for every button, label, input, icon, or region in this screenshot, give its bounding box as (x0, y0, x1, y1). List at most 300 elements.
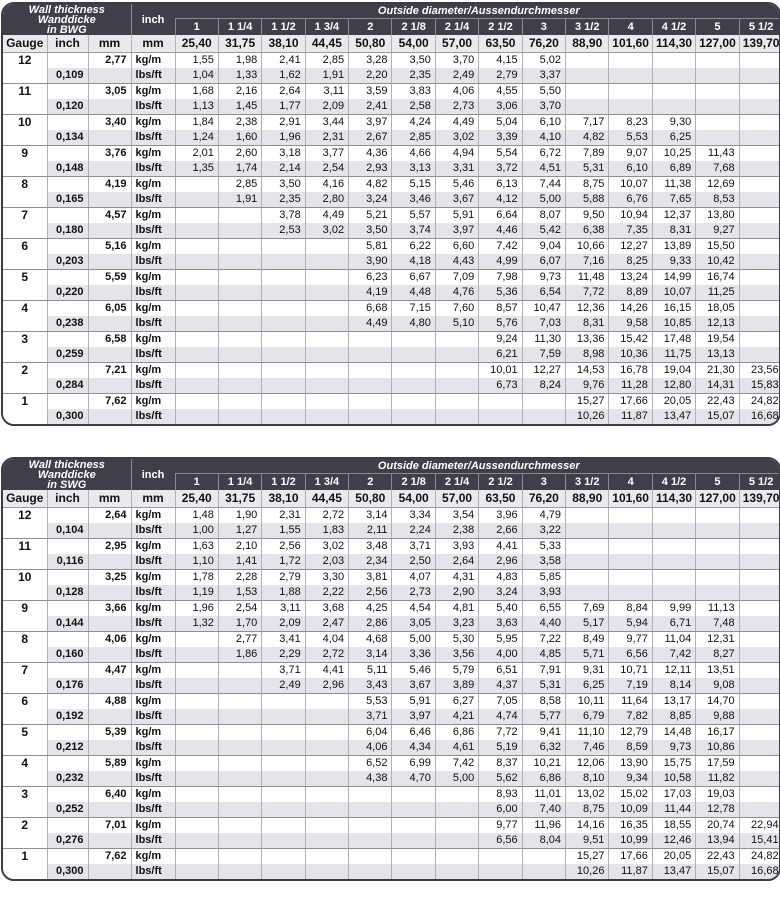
label-cell: 25,40 (175, 35, 218, 53)
size-inch-header: 3 1/2 (566, 474, 609, 491)
lbs-value-cell: 2,09 (262, 616, 305, 632)
gauge-cell: 5 (3, 725, 47, 741)
lbs-value-cell: 2,79 (479, 68, 522, 84)
kg-value-cell: 15,02 (609, 787, 652, 803)
kg-value-cell: 3,96 (479, 508, 522, 524)
lbs-value-cell: 2,56 (349, 585, 392, 601)
kg-value-cell: 4,15 (479, 53, 522, 69)
kg-value-cell: 2,79 (262, 570, 305, 586)
empty-cell (88, 347, 131, 363)
kg-value-cell: 8,07 (522, 208, 565, 224)
unit-kg-cell: kg/m (131, 115, 175, 131)
lbs-value-cell: 6,38 (566, 223, 609, 239)
kg-value-cell: 3,30 (305, 570, 348, 586)
kg-value-cell: 3,41 (262, 632, 305, 648)
kg-value-cell (609, 84, 652, 100)
wall-thickness-title: Wall thickness (28, 4, 105, 16)
wall-thickness-title: Wall thickness (28, 459, 105, 471)
lbs-value-cell: 1,13 (175, 99, 218, 115)
kg-value-cell: 19,04 (652, 363, 695, 379)
lbs-value-cell: 6,07 (522, 254, 565, 270)
kg-value-cell (566, 570, 609, 586)
lbs-value-cell: 7,46 (566, 740, 609, 756)
kg-value-cell: 3,93 (435, 539, 478, 555)
kg-value-cell: 5,91 (392, 694, 435, 710)
kg-value-cell: 2,77 (218, 632, 261, 648)
lbs-value-cell: 1,55 (262, 523, 305, 539)
kg-value-cell: 14,99 (652, 270, 695, 286)
lbs-value-cell: 3,58 (522, 554, 565, 570)
table-row (3, 833, 780, 849)
kg-value-cell (479, 394, 522, 410)
lbs-value-cell: 9,76 (566, 378, 609, 394)
lbs-value-cell: 8,31 (566, 316, 609, 332)
label-cell: 127,00 (696, 490, 739, 508)
kg-value-cell (305, 270, 348, 286)
kg-value-cell: 13,02 (566, 787, 609, 803)
kg-value-cell (435, 849, 478, 865)
empty-cell (3, 740, 47, 756)
table-row (3, 239, 780, 255)
label-cell: 139,70 (739, 35, 780, 53)
gauge-cell: 3 (3, 787, 47, 803)
kg-value-cell: 12,79 (609, 725, 652, 741)
lbs-value-cell: 15,07 (696, 409, 739, 424)
lbs-value-cell (305, 802, 348, 818)
kg-value-cell: 5,79 (435, 663, 478, 679)
lbs-value-cell: 6,73 (479, 378, 522, 394)
kg-value-cell (305, 694, 348, 710)
lbs-value-cell (349, 802, 392, 818)
lbs-value-cell (652, 99, 695, 115)
kg-value-cell: 7,42 (479, 239, 522, 255)
kg-value-cell: 10,94 (609, 208, 652, 224)
unit-lbs-cell: lbs/ft (131, 223, 175, 239)
kg-value-cell: 19,03 (696, 787, 739, 803)
lbs-value-cell: 1,88 (262, 585, 305, 601)
kg-value-cell: 4,06 (435, 84, 478, 100)
unit-kg-cell: kg/m (131, 632, 175, 648)
kg-value-cell: 18,05 (696, 301, 739, 317)
kg-value-cell: 9,77 (479, 818, 522, 834)
kg-value-cell: 3,28 (349, 53, 392, 69)
lbs-value-cell (392, 864, 435, 879)
table-row (3, 394, 780, 410)
kg-value-cell: 2,85 (305, 53, 348, 69)
kg-value-cell: 3,34 (392, 508, 435, 524)
kg-value-cell: 9,24 (479, 332, 522, 348)
kg-value-cell (652, 570, 695, 586)
lbs-value-cell: 3,67 (392, 678, 435, 694)
kg-value-cell (739, 570, 780, 586)
kg-value-cell (609, 53, 652, 69)
label-cell: 88,90 (566, 35, 609, 53)
empty-cell (88, 554, 131, 570)
label-cell: 44,45 (305, 35, 348, 53)
kg-value-cell (175, 756, 218, 772)
lbs-value-cell: 11,28 (609, 378, 652, 394)
gauge-cell: 9 (3, 146, 47, 162)
kg-value-cell (435, 787, 478, 803)
lbs-value-cell: 2,03 (305, 554, 348, 570)
mm-cell: 4,47 (88, 663, 131, 679)
kg-value-cell: 12,11 (652, 663, 695, 679)
inch-cell: 0,238 (47, 316, 88, 332)
kg-value-cell: 3,68 (305, 601, 348, 617)
size-inch-header: 5 1/2 (739, 19, 780, 36)
kg-value-cell (392, 787, 435, 803)
lbs-value-cell: 4,06 (349, 740, 392, 756)
unit-kg-cell: kg/m (131, 756, 175, 772)
kg-value-cell: 7,72 (479, 725, 522, 741)
kg-value-cell (696, 84, 739, 100)
kg-value-cell: 22,94 (739, 818, 780, 834)
table-row (3, 616, 780, 632)
lbs-value-cell: 3,22 (522, 523, 565, 539)
gauge-cell: 10 (3, 115, 47, 131)
lbs-value-cell: 8,53 (696, 192, 739, 208)
label-cell: mm (88, 35, 131, 53)
unit-kg-cell: kg/m (131, 818, 175, 834)
empty-cell (88, 802, 131, 818)
mm-cell: 7,62 (88, 394, 131, 410)
unit-lbs-cell: lbs/ft (131, 833, 175, 849)
lbs-value-cell: 2,34 (349, 554, 392, 570)
lbs-value-cell (262, 316, 305, 332)
unit-lbs-cell: lbs/ft (131, 316, 175, 332)
lbs-value-cell: 2,14 (262, 161, 305, 177)
lbs-value-cell (696, 585, 739, 601)
lbs-value-cell (218, 771, 261, 787)
empty-cell (47, 663, 88, 679)
lbs-value-cell: 7,48 (696, 616, 739, 632)
lbs-value-cell (175, 316, 218, 332)
lbs-value-cell: 3,74 (392, 223, 435, 239)
kg-value-cell: 5,53 (349, 694, 392, 710)
mm-cell: 3,76 (88, 146, 131, 162)
kg-value-cell (696, 115, 739, 131)
size-inch-header: 2 1/4 (435, 19, 478, 36)
kg-value-cell (175, 725, 218, 741)
lbs-value-cell: 2,73 (392, 585, 435, 601)
lbs-value-cell: 14,31 (696, 378, 739, 394)
empty-cell (3, 254, 47, 270)
lbs-value-cell: 2,90 (435, 585, 478, 601)
lbs-value-cell: 11,44 (652, 802, 695, 818)
lbs-value-cell: 3,67 (435, 192, 478, 208)
table-row (3, 709, 780, 725)
label-cell: mm (131, 35, 175, 53)
kg-value-cell: 9,73 (522, 270, 565, 286)
gauge-cell: 1 (3, 394, 47, 410)
kg-value-cell: 2,10 (218, 539, 261, 555)
lbs-value-cell (349, 378, 392, 394)
size-inch-header: 1 1/4 (218, 19, 261, 36)
kg-value-cell (739, 332, 780, 348)
outside-diameter-header: Outside diameter/Aussendurchmesser (175, 459, 780, 474)
lbs-value-cell: 15,83 (739, 378, 780, 394)
empty-cell (47, 632, 88, 648)
inch-cell: 0,148 (47, 161, 88, 177)
lbs-value-cell (175, 864, 218, 879)
kg-value-cell: 5,54 (479, 146, 522, 162)
lbs-value-cell: 5,10 (435, 316, 478, 332)
lbs-value-cell: 11,75 (652, 347, 695, 363)
empty-cell (47, 84, 88, 100)
kg-value-cell (218, 725, 261, 741)
kg-value-cell: 17,59 (696, 756, 739, 772)
empty-cell (3, 771, 47, 787)
kg-value-cell (739, 270, 780, 286)
empty-cell (88, 68, 131, 84)
lbs-value-cell: 13,47 (652, 409, 695, 424)
size-inch-header: 1 1/4 (218, 474, 261, 491)
table-row (3, 694, 780, 710)
gauge-cell: 11 (3, 84, 47, 100)
lbs-value-cell: 9,33 (652, 254, 695, 270)
lbs-value-cell (218, 802, 261, 818)
kg-value-cell: 1,63 (175, 539, 218, 555)
kg-value-cell (739, 208, 780, 224)
mm-cell: 4,19 (88, 177, 131, 193)
lbs-value-cell: 3,93 (522, 585, 565, 601)
kg-value-cell: 9,07 (609, 146, 652, 162)
kg-value-cell: 11,48 (566, 270, 609, 286)
kg-value-cell: 5,46 (435, 177, 478, 193)
kg-value-cell: 14,70 (696, 694, 739, 710)
lbs-value-cell (218, 409, 261, 424)
kg-value-cell: 12,37 (652, 208, 695, 224)
kg-value-cell (696, 570, 739, 586)
lbs-value-cell: 2,72 (305, 647, 348, 663)
size-inch-header: 2 1/4 (435, 474, 478, 491)
lbs-value-cell (739, 161, 780, 177)
kg-value-cell (305, 332, 348, 348)
size-inch-header: 5 (696, 474, 739, 491)
kg-value-cell (305, 301, 348, 317)
size-inch-header: 1 3/4 (305, 19, 348, 36)
kg-value-cell (218, 332, 261, 348)
table-row (3, 84, 780, 100)
kg-value-cell: 2,56 (262, 539, 305, 555)
inch-cell: 0,109 (47, 68, 88, 84)
kg-value-cell (175, 177, 218, 193)
empty-cell (47, 301, 88, 317)
lbs-value-cell: 6,54 (522, 285, 565, 301)
size-inch-header: 1 1/2 (262, 19, 305, 36)
kg-value-cell (175, 787, 218, 803)
lbs-value-cell (739, 192, 780, 208)
kg-value-cell (262, 849, 305, 865)
lbs-value-cell (175, 254, 218, 270)
lbs-value-cell (262, 347, 305, 363)
kg-value-cell: 6,86 (435, 725, 478, 741)
kg-value-cell (739, 632, 780, 648)
empty-cell (88, 378, 131, 394)
kg-value-cell (175, 818, 218, 834)
kg-value-cell (175, 632, 218, 648)
lbs-value-cell: 12,13 (696, 316, 739, 332)
empty-cell (3, 647, 47, 663)
lbs-value-cell: 1,60 (218, 130, 261, 146)
kg-value-cell: 5,04 (479, 115, 522, 131)
lbs-value-cell: 1,74 (218, 161, 261, 177)
size-inch-header: 2 1/2 (479, 19, 522, 36)
kg-value-cell: 9,31 (566, 663, 609, 679)
kg-value-cell: 3,50 (262, 177, 305, 193)
empty-cell (47, 239, 88, 255)
lbs-value-cell: 2,54 (305, 161, 348, 177)
lbs-value-cell: 8,04 (522, 833, 565, 849)
kg-value-cell (522, 394, 565, 410)
kg-value-cell: 8,49 (566, 632, 609, 648)
table-row (3, 192, 780, 208)
inch-cell: 0,252 (47, 802, 88, 818)
table-row (3, 130, 780, 146)
inch-cell: 0,176 (47, 678, 88, 694)
lbs-value-cell: 7,59 (522, 347, 565, 363)
kg-value-cell: 6,46 (392, 725, 435, 741)
empty-cell (3, 161, 47, 177)
lbs-value-cell: 3,46 (392, 192, 435, 208)
empty-cell (3, 802, 47, 818)
gauge-cell: 5 (3, 270, 47, 286)
lbs-value-cell (392, 378, 435, 394)
label-cell: Gauge (3, 35, 47, 53)
label-cell: 54,00 (392, 35, 435, 53)
kg-value-cell (262, 332, 305, 348)
kg-value-cell: 7,15 (392, 301, 435, 317)
lbs-value-cell: 5,31 (566, 161, 609, 177)
lbs-value-cell: 8,59 (609, 740, 652, 756)
kg-value-cell: 19,54 (696, 332, 739, 348)
kg-value-cell (262, 239, 305, 255)
table-row (3, 316, 780, 332)
lbs-value-cell (739, 316, 780, 332)
unit-lbs-cell: lbs/ft (131, 709, 175, 725)
empty-cell (88, 409, 131, 424)
kg-value-cell: 5,81 (349, 239, 392, 255)
lbs-value-cell: 7,19 (609, 678, 652, 694)
lbs-value-cell (305, 378, 348, 394)
kg-value-cell: 2,28 (218, 570, 261, 586)
lbs-value-cell (696, 523, 739, 539)
kg-value-cell: 3,71 (262, 663, 305, 679)
kg-value-cell (652, 53, 695, 69)
table-row (3, 771, 780, 787)
label-cell: 127,00 (696, 35, 739, 53)
empty-cell (88, 99, 131, 115)
kg-value-cell: 17,66 (609, 394, 652, 410)
kg-value-cell: 3,81 (349, 570, 392, 586)
kg-value-cell: 11,10 (566, 725, 609, 741)
kg-value-cell: 8,57 (479, 301, 522, 317)
table-row (3, 254, 780, 270)
label-cell: 63,50 (479, 490, 522, 508)
label-cell: 54,00 (392, 490, 435, 508)
unit-kg-cell: kg/m (131, 508, 175, 524)
gauge-cell: 4 (3, 301, 47, 317)
lbs-value-cell: 3,89 (435, 678, 478, 694)
kg-value-cell (349, 787, 392, 803)
lbs-value-cell: 5,53 (609, 130, 652, 146)
kg-value-cell: 2,72 (305, 508, 348, 524)
kg-value-cell: 22,43 (696, 849, 739, 865)
kg-value-cell (218, 787, 261, 803)
table-row (3, 409, 780, 424)
kg-value-cell (739, 787, 780, 803)
kg-value-cell: 7,42 (435, 756, 478, 772)
table-row (3, 756, 780, 772)
kg-value-cell: 20,05 (652, 849, 695, 865)
lbs-value-cell: 6,76 (609, 192, 652, 208)
empty-cell (47, 53, 88, 69)
kg-value-cell (305, 787, 348, 803)
kg-value-cell: 9,50 (566, 208, 609, 224)
kg-value-cell: 7,22 (522, 632, 565, 648)
kg-value-cell: 16,74 (696, 270, 739, 286)
unit-kg-cell: kg/m (131, 394, 175, 410)
label-cell: 76,20 (522, 490, 565, 508)
tube-weight-table (3, 459, 780, 879)
lbs-value-cell (262, 409, 305, 424)
lbs-value-cell: 2,09 (305, 99, 348, 115)
inch-cell: 0,160 (47, 647, 88, 663)
empty-cell (47, 115, 88, 131)
lbs-value-cell: 10,26 (566, 864, 609, 879)
table-row (3, 378, 780, 394)
empty-cell (88, 130, 131, 146)
mm-cell: 3,40 (88, 115, 131, 131)
unit-lbs-cell: lbs/ft (131, 99, 175, 115)
empty-cell (88, 192, 131, 208)
lbs-value-cell: 5,62 (479, 771, 522, 787)
kg-value-cell: 15,27 (566, 394, 609, 410)
lbs-value-cell (262, 378, 305, 394)
unit-lbs-cell: lbs/ft (131, 68, 175, 84)
empty-cell (47, 694, 88, 710)
kg-value-cell: 11,96 (522, 818, 565, 834)
kg-value-cell (218, 694, 261, 710)
kg-value-cell: 4,24 (392, 115, 435, 131)
lbs-value-cell: 11,87 (609, 864, 652, 879)
lbs-value-cell (175, 709, 218, 725)
lbs-value-cell: 6,21 (479, 347, 522, 363)
kg-value-cell: 15,75 (652, 756, 695, 772)
lbs-value-cell: 4,00 (479, 647, 522, 663)
mm-cell: 2,77 (88, 53, 131, 69)
empty-cell (88, 833, 131, 849)
empty-cell (3, 709, 47, 725)
lbs-value-cell: 3,72 (479, 161, 522, 177)
inch-cell: 0,300 (47, 409, 88, 424)
size-inch-header: 2 (349, 19, 392, 36)
kg-value-cell: 14,16 (566, 818, 609, 834)
lbs-value-cell: 4,76 (435, 285, 478, 301)
lbs-value-cell (218, 833, 261, 849)
lbs-value-cell: 5,77 (522, 709, 565, 725)
lbs-value-cell (609, 585, 652, 601)
lbs-value-cell (175, 347, 218, 363)
kg-value-cell (175, 301, 218, 317)
mm-cell: 7,62 (88, 849, 131, 865)
wanddicke-title: Wanddicke (37, 13, 96, 26)
kg-value-cell (175, 239, 218, 255)
kg-value-cell: 21,30 (696, 363, 739, 379)
lbs-value-cell: 3,71 (349, 709, 392, 725)
kg-value-cell: 1,68 (175, 84, 218, 100)
kg-value-cell: 3,11 (305, 84, 348, 100)
